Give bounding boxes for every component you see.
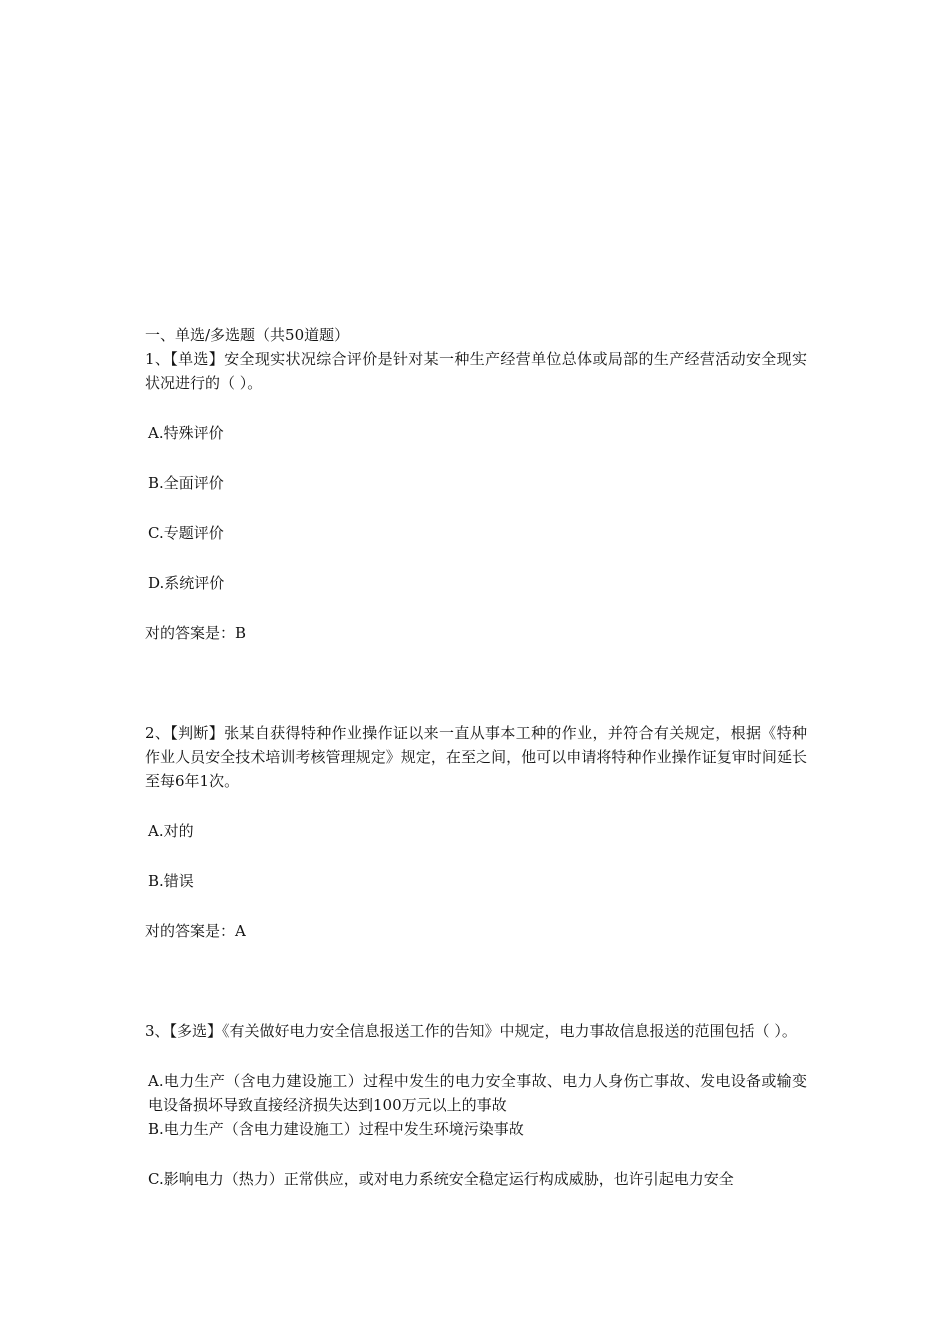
option-d: D.系统评价: [148, 574, 225, 592]
option-a: A.电力生产（含电力建设施工）过程中发生的电力安全事故、电力人身伤亡事故、发电设备或输变电设备损坏导致直接经济损失达到100万元以上的事故: [148, 1072, 807, 1114]
answer-text: 对的答案是：B: [145, 624, 247, 642]
option-a: A.特殊评价: [148, 424, 224, 442]
question-2: [145, 721, 807, 943]
question-text: 3、【多选】《有关做好电力安全信息报送工作的告知》中规定，电力事故信息报送的范围包括（ ）。: [145, 1022, 797, 1040]
question-text: 2、【判断】张某自获得特种作业操作证以来一直从事本工种的作业，并符合有关规定，根据《特种作业人员安全技术培训考核管理规定》规定，在至之间，他可以申请将特种作业操作证复审时间延长至每6年1次。: [145, 724, 807, 790]
document-content: [145, 323, 807, 1191]
question-3: [145, 1019, 807, 1191]
question-text: 1、【单选】安全现实状况综合评价是针对某一种生产经营单位总体或局部的生产经营活动安全现实状况进行的（ ）。: [145, 350, 807, 392]
answer-text: 对的答案是：A: [145, 922, 246, 940]
section-title: 一、单选/多选题（共50道题）: [145, 326, 350, 344]
option-b: B.电力生产（含电力建设施工）过程中发生环境污染事故: [148, 1120, 524, 1138]
option-b: B.错误: [148, 872, 194, 890]
option-c: C.专题评价: [148, 524, 224, 542]
option-c: C.影响电力（热力）正常供应，或对电力系统安全稳定运行构成威胁，也许引起电力安全: [148, 1170, 734, 1188]
option-b: B.全面评价: [148, 474, 224, 492]
option-a: A.对的: [148, 822, 194, 840]
question-1: [145, 347, 807, 645]
